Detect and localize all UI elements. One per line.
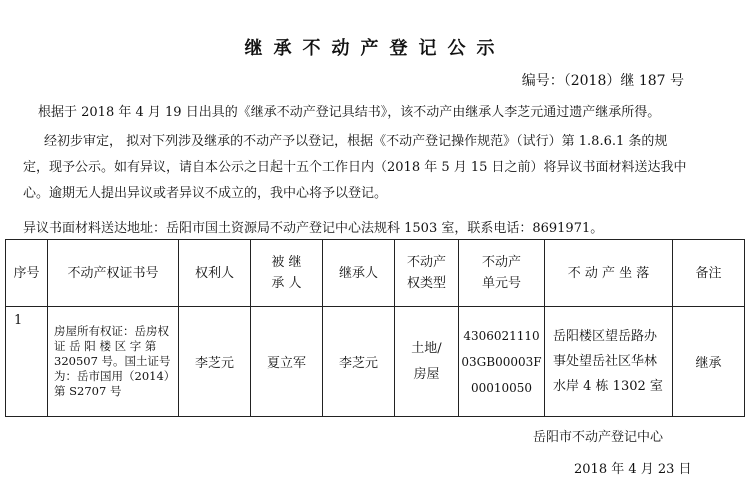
header-unit <box>459 240 545 307</box>
cell-unit <box>459 307 545 417</box>
header-type <box>395 240 459 307</box>
table-row <box>6 307 745 417</box>
cell-index: 1 <box>6 307 48 417</box>
header-unit-line2: 单元号 <box>481 276 521 291</box>
cell-owner: 李芝元 <box>179 307 251 417</box>
header-heir-from-line1: 被 继 <box>271 255 302 270</box>
cell-location <box>545 307 673 417</box>
paragraph-review-line2: 定，现予公示。如有异议，请自本公示之日起十五个工作日内（2018 年 5 月 15 日之前）将异议书面材料送达我中 <box>23 160 687 175</box>
header-type-line1: 不动产 <box>406 255 446 270</box>
cell-cert-line4: 为：岳市国用（2014） <box>54 369 176 383</box>
cell-type <box>395 307 459 417</box>
footer-org: 岳阳市不动产登记中心 <box>533 430 664 445</box>
header-heir: 继承人 <box>323 240 395 307</box>
header-heir-from <box>251 240 323 307</box>
cell-location-line1: 岳阳楼区望岳路办 <box>553 329 658 344</box>
header-remark: 备注 <box>673 240 745 307</box>
cell-type-line2: 房屋 <box>413 366 440 382</box>
paragraph-review-line3: 心。逾期无人提出异议或者异议不成立的，我中心将予以登记。 <box>23 186 388 201</box>
cell-remark: 继承 <box>673 307 745 417</box>
header-type-line2: 权类型 <box>406 276 446 291</box>
table-header-row <box>6 240 745 307</box>
cell-heir-from: 夏立军 <box>251 307 323 417</box>
notice-title: 继承不动产登记公示 <box>244 38 506 59</box>
header-cert: 不动产权证书号 <box>48 240 179 307</box>
notice-number: 编号：（2018）继 187 号 <box>521 73 684 89</box>
paragraph-address: 异议书面材料送达地址：岳阳市国土资源局不动产登记中心法规科 1503 室，联系电话：8691971。 <box>23 221 604 236</box>
cell-type-line1: 土地/ <box>411 340 442 356</box>
cell-cert <box>48 307 179 417</box>
header-owner: 权利人 <box>179 240 251 307</box>
cell-cert-line1: 房屋所有权证：岳房权 <box>54 324 169 338</box>
header-heir-from-line2: 承 人 <box>271 276 302 291</box>
registration-table <box>5 239 745 417</box>
footer-date: 2018 年 4 月 23 日 <box>574 462 692 477</box>
cell-heir: 李芝元 <box>323 307 395 417</box>
paragraph-basis: 根据于 2018 年 4 月 19 日出具的《继承不动产登记具结书》，该不动产由继承人李芝元通过遗产继承所得。 <box>38 105 661 120</box>
header-location: 不 动 产 坐 落 <box>545 240 673 307</box>
cell-cert-line3: 320507 号。国土证号 <box>54 354 171 368</box>
cell-location-line3: 水岸 4 栋 1302 室 <box>553 379 663 394</box>
cell-unit-line1: 4306021110 <box>463 328 540 343</box>
cell-unit-line3: 00010050 <box>470 380 533 395</box>
cell-cert-line2: 证 岳 阳 楼 区 字 第 <box>54 339 157 353</box>
cell-cert-line5: 第 S2707 号 <box>54 384 122 398</box>
header-index: 序号 <box>6 240 48 307</box>
paragraph-review-line1: 经初步审定， 拟对下列涉及继承的不动产予以登记，根据《不动产登记操作规范》（试行）第 1.8.6.1 条的规 <box>44 134 668 149</box>
header-unit-line1: 不动产 <box>481 255 521 270</box>
cell-unit-line2: 03GB00003F <box>461 354 542 369</box>
cell-location-line2: 事处望岳社区华林 <box>553 354 658 369</box>
